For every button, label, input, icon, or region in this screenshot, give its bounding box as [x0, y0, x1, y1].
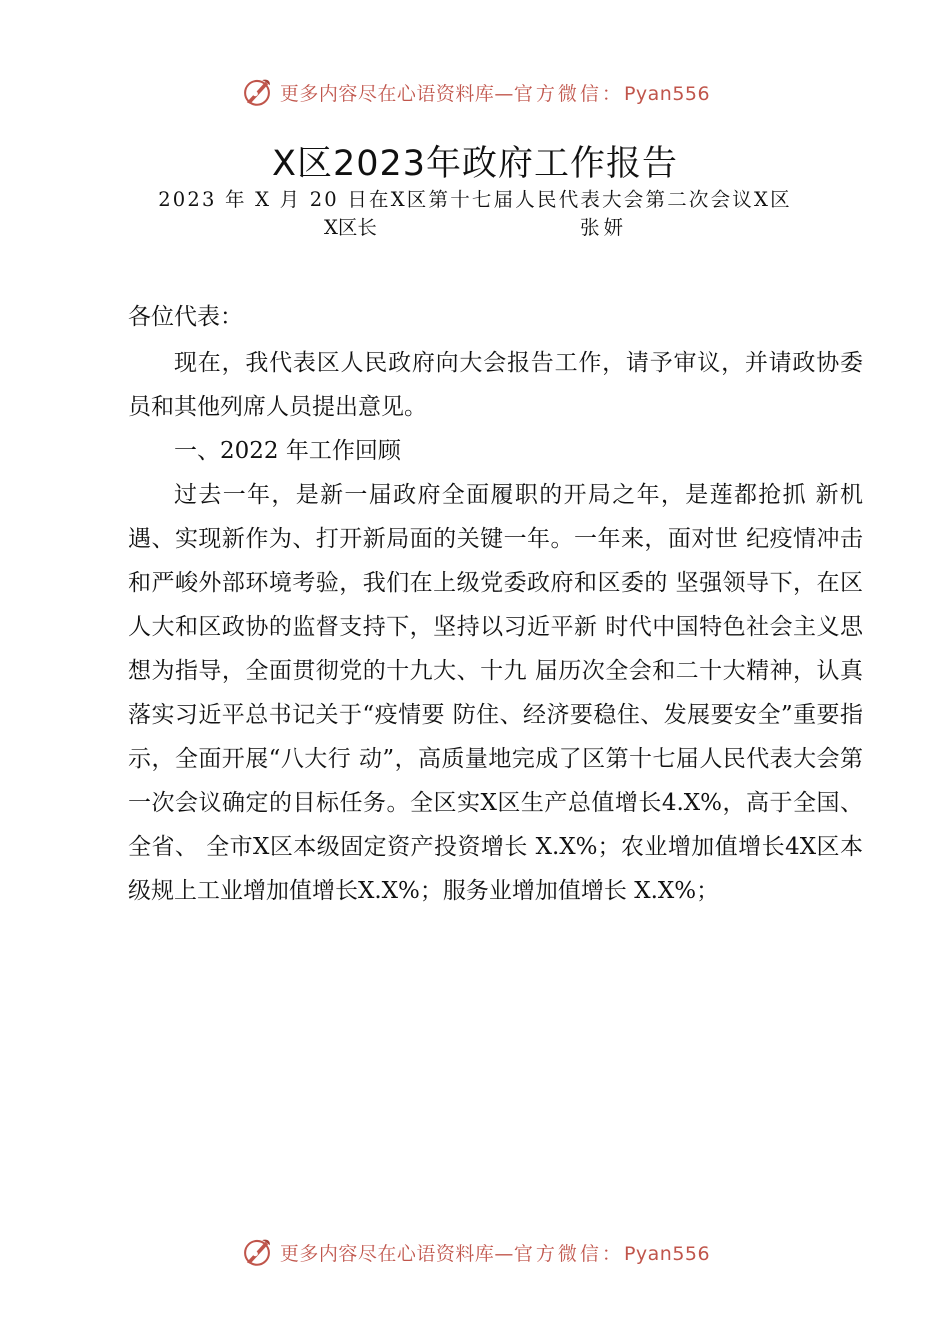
footer-banner-text: 更多内容尽在心语资料库—官方微信：Pyan556 [279, 1242, 711, 1265]
section-heading-review: 一、2022 年工作回顾 [174, 438, 401, 464]
document-title: X区2023年政府工作报告 [271, 144, 679, 184]
document-subtitle-line1: 2023 年 X 月 20 日在X区第十七届人民代表大会第二次会议X区 [158, 188, 792, 211]
document-subtitle-line2 [324, 212, 724, 240]
subtitle-name: 张妍 [580, 216, 628, 239]
subtitle-role: X区长 [324, 216, 377, 239]
header-banner-text: 更多内容尽在心语资料库—官方微信：Pyan556 [279, 82, 711, 105]
paragraph-intro: 现在，我代表区人民政府向大会报告工作，请予审议，并请政协委员和其他列席人员提出意见。 [128, 350, 863, 420]
quill-logo-icon [240, 75, 274, 109]
salutation: 各位代表： [128, 304, 243, 330]
paragraph-review: 过去一年，是新一届政府全面履职的开局之年，是莲都抢抓 新机遇、实现新作为、打开新局面的关键一年。一年来，面对世 纪疫情冲击和严峻外部环境考验，我们在上级党委政府和区委的 坚强领导下，在区人大和区政协的监督支持下，坚持以习近平新 时代中国特色社会主义思想为指导，全面贯彻党的十九大、十九 届历次全会和二十大精神，认真落实习近平总书记关于“疫情要 防住、经济要稳住、发展要安全”重要指示，全面开展“八大行 动”，高质量地完成了区第十七届人民代表大会第一次会议确定的目标任务。全区实X区生产总值增长4.X%，高于全国、全省、 全市X区本级固定资产投资增长 X.X%；农业增加值增长4X区本级规上工业增加值增长X.X%；服务业增加值增长 X.X%； [128, 482, 863, 904]
quill-logo-icon [240, 1235, 274, 1269]
header-banner [0, 72, 950, 112]
footer-banner [0, 1232, 950, 1272]
